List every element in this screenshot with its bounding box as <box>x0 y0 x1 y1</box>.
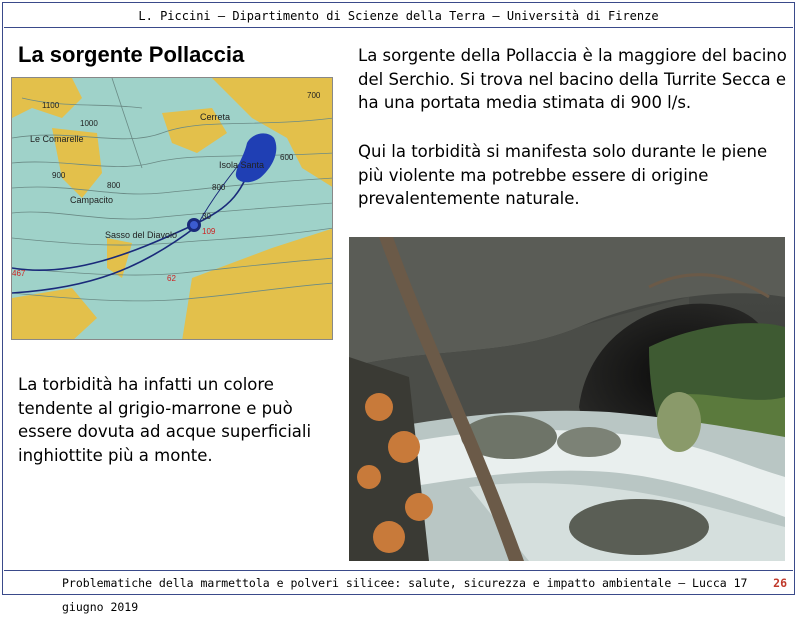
map-label-le-comarelle: Le Comarelle <box>30 134 84 144</box>
map-label-campacito: Campacito <box>70 195 114 205</box>
footer-text: Problematiche della marmettola e polveri silicee: salute, sicurezza e impatto ambientale – Lucca 17 giugno 2019 <box>62 576 748 614</box>
spring-number: 30 <box>202 212 211 221</box>
map-svg <box>12 78 333 340</box>
slide-title: La sorgente Pollaccia <box>18 42 245 67</box>
turbidity-paragraph: Qui la torbidità si manifesta solo durante le piene più violente ma potrebbe essere di origine prevalentemente naturale. <box>358 142 768 208</box>
map-label-sasso-del-diavolo: Sasso del Diavolo <box>105 230 178 240</box>
map-label-isola-santa: Isola Santa <box>219 160 265 170</box>
color-paragraph: La torbidità ha infatti un colore tendente al grigio-marrone e può essere dovuta ad acque superficiali inghiottite più a monte. <box>18 375 312 465</box>
spring-cave-photo <box>349 237 785 561</box>
photo-svg <box>349 237 785 561</box>
contour-700: 700 <box>307 91 321 100</box>
contour-900: 900 <box>52 171 66 180</box>
slide-header: L. Piccini – Dipartimento di Scienze della Terra – Università di Firenze <box>4 4 793 28</box>
contour-800a: 800 <box>107 181 121 190</box>
page-number: 26 <box>773 576 787 590</box>
contour-800b: 800 <box>212 183 226 192</box>
description-paragraph: La sorgente della Pollaccia è la maggiore del bacino del Serchio. Si trova nel bacino della Turrite Secca e ha una portata media stimata di 900 l/s. <box>358 46 787 112</box>
map-red-109: 109 <box>202 227 216 236</box>
map-red-62: 62 <box>167 274 176 283</box>
slide-footer <box>4 570 793 614</box>
topographic-map <box>11 77 333 340</box>
map-label-cerreta: Cerreta <box>200 112 231 122</box>
contour-600: 600 <box>280 153 294 162</box>
map-red-467: 467 <box>12 269 26 278</box>
contour-1000: 1000 <box>80 119 98 128</box>
contour-1100: 1100 <box>42 101 60 110</box>
